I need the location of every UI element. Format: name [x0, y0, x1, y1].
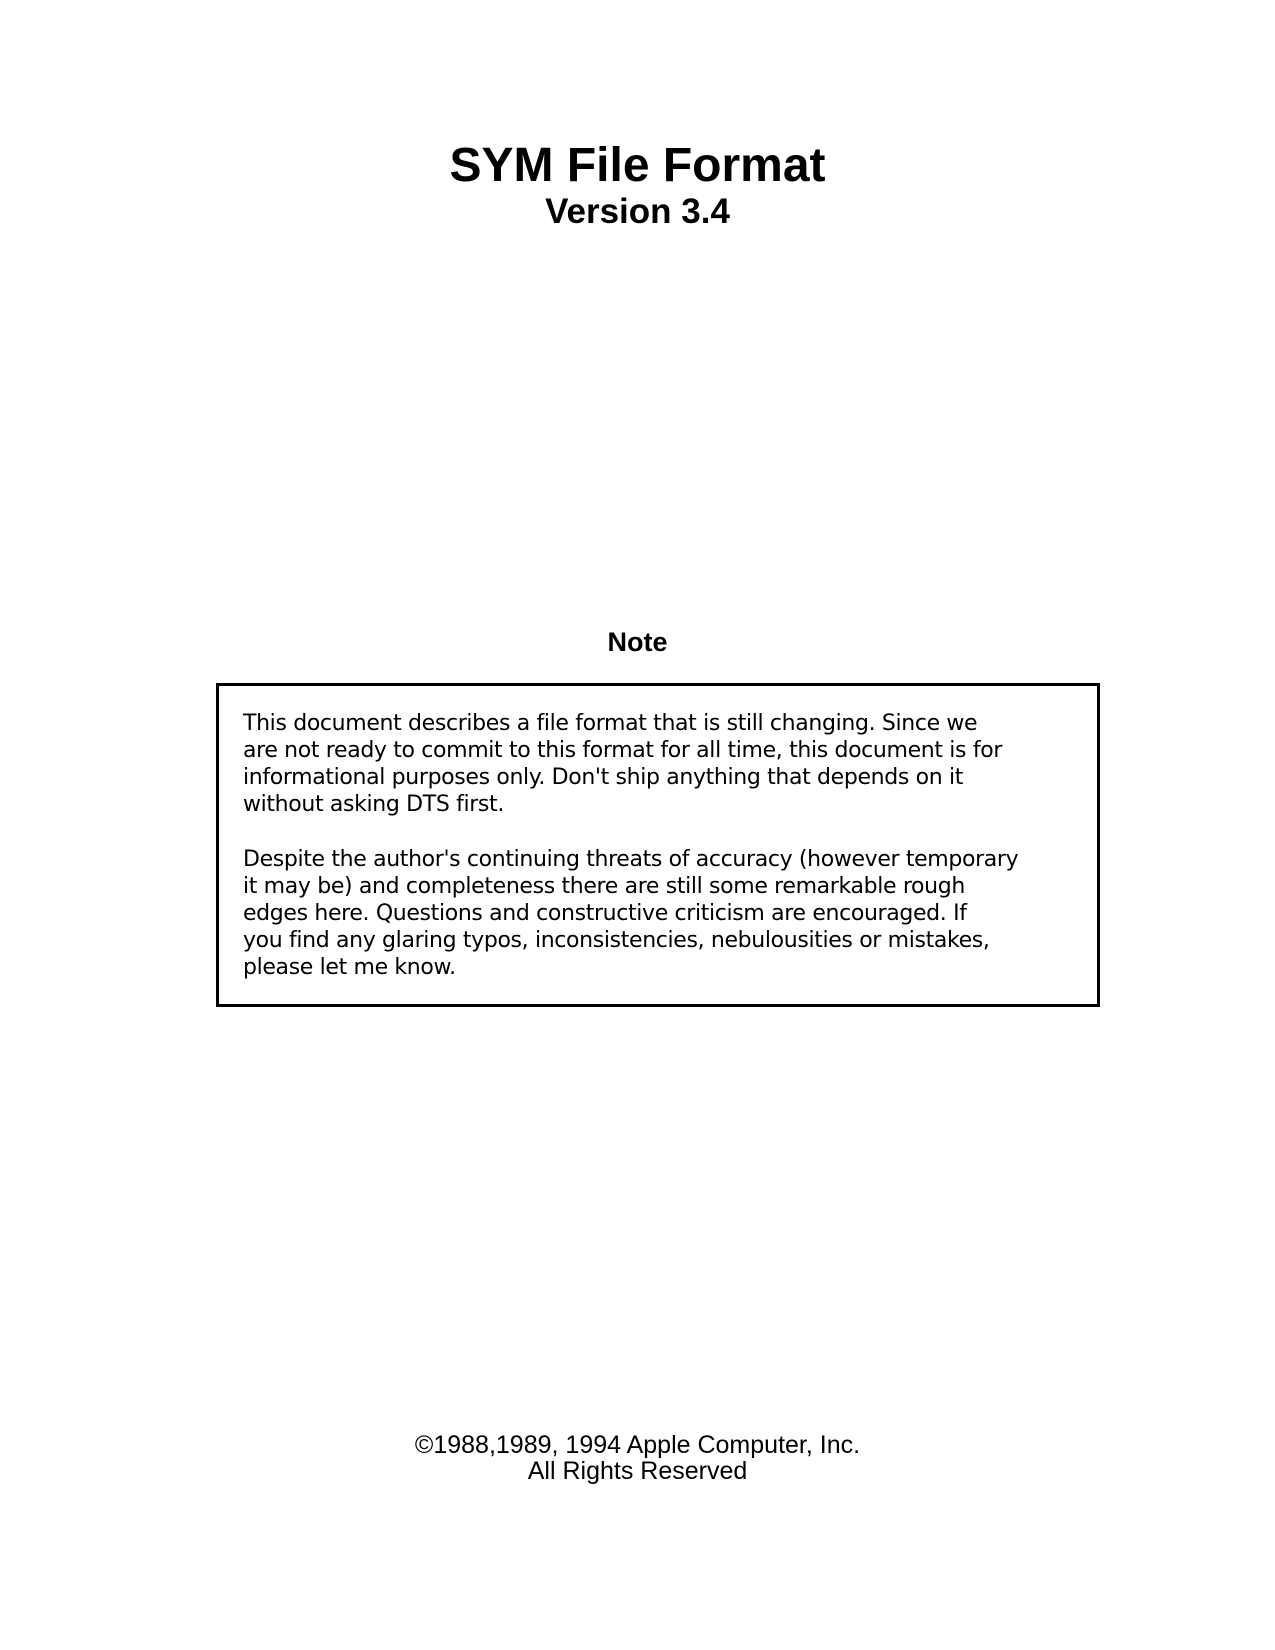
document-version: Version 3.4 [545, 192, 730, 231]
rights-line: All Rights Reserved [527, 1457, 748, 1485]
document-title: SYM File Format [449, 139, 826, 192]
note-paragraph-2: Despite the author's continuing threats of accuracy (however temporary it may be) and completeness there are still some remarkable rough edges here. Questions and constructive criticism are encouraged. If you find any glaring typos, inconsistencies, nebulousities or mistakes, please let me know. [243, 847, 1019, 980]
copyright-line: ©1988,1989, 1994 Apple Computer, Inc. [414, 1431, 861, 1459]
note-box [216, 683, 1100, 1007]
note-heading: Note [607, 627, 668, 657]
note-paragraph-1: This document describes a file format that is still changing. Since we are not ready to commit to this format for all time, this document is for informational purposes only. Don't ship anything that depends on it without asking DTS first. [243, 711, 1003, 817]
